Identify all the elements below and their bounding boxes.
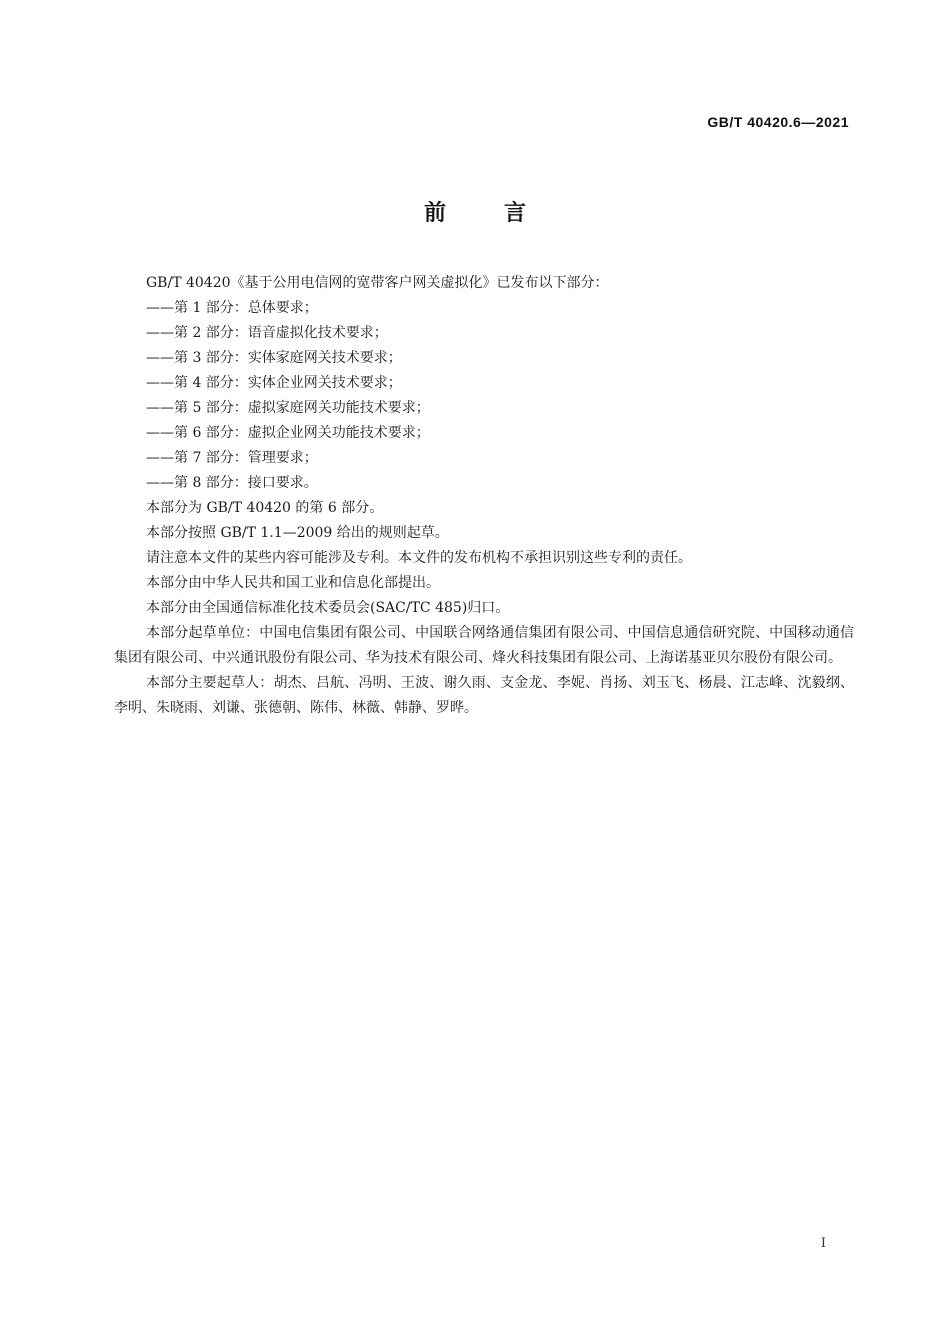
list-item: ——第 4 部分：实体企业网关技术要求； [146, 375, 402, 391]
paragraph-part-number: 本部分为 GB/T 40420 的第 6 部分。 [146, 500, 384, 516]
intro-paragraph: GB/T 40420《基于公用电信网的宽带客户网关虚拟化》已发布以下部分： [146, 275, 609, 291]
page-title: 前言 [423, 201, 584, 226]
list-item: ——第 3 部分：实体家庭网关技术要求； [146, 350, 402, 366]
foreword-body [114, 271, 854, 721]
parts-list [114, 296, 854, 496]
paragraph-drafting-rules: 本部分按照 GB/T 1.1—2009 给出的规则起草。 [146, 525, 449, 541]
paragraph-patent-notice: 请注意本文件的某些内容可能涉及专利。本文件的发布机构不承担识别这些专利的责任。 [146, 550, 692, 566]
list-item: ——第 5 部分：虚拟家庭网关功能技术要求； [146, 400, 430, 416]
list-item: ——第 2 部分：语音虚拟化技术要求； [146, 325, 388, 341]
document-code: GB/T 40420.6—2021 [707, 114, 849, 130]
list-item: ——第 6 部分：虚拟企业网关功能技术要求； [146, 425, 430, 441]
page-number: I [820, 1236, 826, 1251]
list-item: ——第 7 部分：管理要求； [146, 450, 318, 466]
paragraph-drafting-units: 本部分起草单位：中国电信集团有限公司、中国联合网络通信集团有限公司、中国信息通信研究院、中国移动通信集团有限公司、中兴通讯股份有限公司、华为技术有限公司、烽火科技集团有限公司、上海诺基亚贝尔股份有限公司。 [114, 625, 854, 666]
list-item: ——第 8 部分：接口要求。 [146, 475, 318, 491]
list-item: ——第 1 部分：总体要求； [146, 300, 318, 316]
paragraph-drafters: 本部分主要起草人：胡杰、吕航、冯明、王波、谢久雨、支金龙、李妮、肖扬、刘玉飞、杨晨、江志峰、沈毅纲、李明、朱晓雨、刘谦、张德朝、陈伟、林薇、韩静、罗晔。 [114, 675, 854, 716]
paragraph-committee: 本部分由全国通信标准化技术委员会(SAC/TC 485)归口。 [146, 600, 510, 616]
paragraph-proposer: 本部分由中华人民共和国工业和信息化部提出。 [146, 575, 440, 591]
